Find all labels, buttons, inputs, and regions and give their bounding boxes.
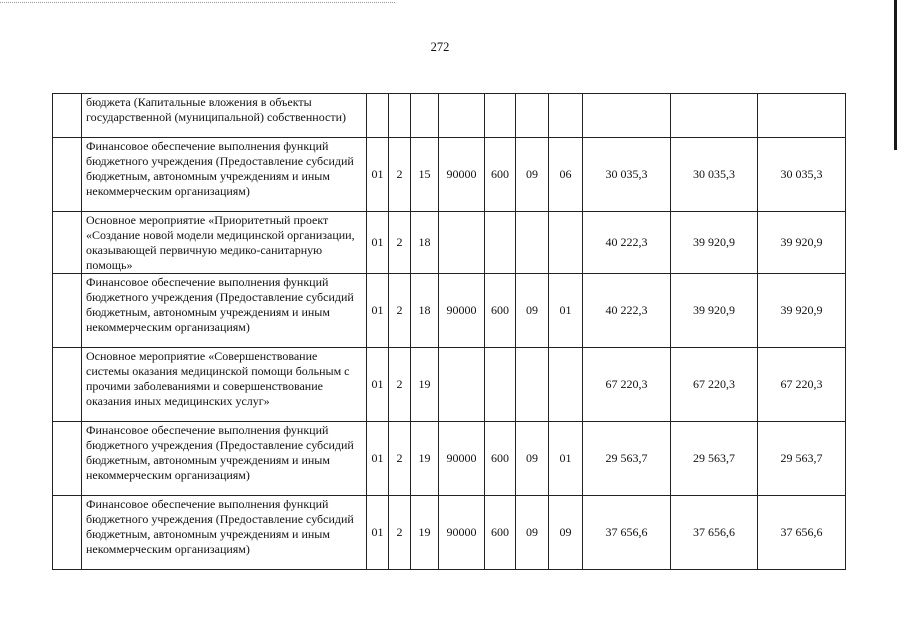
amount-year-3: 37 656,6 [758, 496, 846, 570]
row-name: Основное мероприятие «Совершенствование системы оказания медицинской помощи больным с прочими заболеваниями и совершенствование оказания иных медицинских услуг» [82, 348, 367, 422]
code-program: 01 [367, 274, 389, 348]
amount-year-1: 40 222,3 [583, 212, 671, 274]
amount-year-3: 39 920,9 [758, 274, 846, 348]
code-subsection [549, 94, 583, 138]
code-section: 09 [516, 496, 549, 570]
code-subprogram [389, 94, 411, 138]
code-measure [411, 94, 439, 138]
code-subsection [549, 348, 583, 422]
code-section [516, 94, 549, 138]
table-row [53, 274, 846, 348]
code-expense-type [485, 94, 516, 138]
amount-year-2: 67 220,3 [671, 348, 758, 422]
code-subsection: 06 [549, 138, 583, 212]
code-program: 01 [367, 422, 389, 496]
code-subprogram: 2 [389, 422, 411, 496]
amount-year-1: 29 563,7 [583, 422, 671, 496]
code-program [367, 94, 389, 138]
amount-year-2: 30 035,3 [671, 138, 758, 212]
budget-table [52, 93, 846, 570]
code-program: 01 [367, 496, 389, 570]
scan-right-edge [894, 0, 897, 150]
code-direction: 90000 [439, 496, 485, 570]
code-subprogram: 2 [389, 212, 411, 274]
amount-year-3: 30 035,3 [758, 138, 846, 212]
code-measure: 15 [411, 138, 439, 212]
row-index-cell [53, 496, 82, 570]
row-name: Основное мероприятие «Приоритетный проект «Создание новой модели медицинской организации, оказывающей первичную медико-санитарную помощь» [82, 212, 367, 274]
row-name: Финансовое обеспечение выполнения функций бюджетного учреждения (Предоставление субсидий бюджетным, автономным учреждениям и иным некоммерческим организациям) [82, 422, 367, 496]
code-measure: 18 [411, 212, 439, 274]
code-direction: 90000 [439, 274, 485, 348]
amount-year-2: 29 563,7 [671, 422, 758, 496]
code-direction [439, 212, 485, 274]
table-row [53, 422, 846, 496]
code-subprogram: 2 [389, 348, 411, 422]
code-section: 09 [516, 422, 549, 496]
code-program: 01 [367, 212, 389, 274]
row-name: Финансовое обеспечение выполнения функций бюджетного учреждения (Предоставление субсидий бюджетным, автономным учреждениям и иным некоммерческим организациям) [82, 274, 367, 348]
code-program: 01 [367, 348, 389, 422]
code-measure: 19 [411, 422, 439, 496]
row-index-cell [53, 348, 82, 422]
code-program: 01 [367, 138, 389, 212]
code-section: 09 [516, 138, 549, 212]
amount-year-1 [583, 94, 671, 138]
code-subsection: 01 [549, 274, 583, 348]
code-section: 09 [516, 274, 549, 348]
page-number: 272 [430, 40, 450, 54]
code-direction: 90000 [439, 422, 485, 496]
code-section [516, 348, 549, 422]
row-index-cell [53, 274, 82, 348]
code-direction [439, 348, 485, 422]
code-direction [439, 94, 485, 138]
code-subprogram: 2 [389, 274, 411, 348]
amount-year-2: 39 920,9 [671, 274, 758, 348]
code-subprogram: 2 [389, 138, 411, 212]
code-measure: 19 [411, 348, 439, 422]
code-subprogram: 2 [389, 496, 411, 570]
amount-year-1: 40 222,3 [583, 274, 671, 348]
row-index-cell [53, 422, 82, 496]
table-body [53, 94, 846, 570]
row-index-cell [53, 94, 82, 138]
code-expense-type: 600 [485, 274, 516, 348]
table-row [53, 348, 846, 422]
table-row [53, 212, 846, 274]
code-expense-type: 600 [485, 138, 516, 212]
amount-year-3: 67 220,3 [758, 348, 846, 422]
table-row [53, 138, 846, 212]
amount-year-2: 39 920,9 [671, 212, 758, 274]
code-measure: 19 [411, 496, 439, 570]
code-measure: 18 [411, 274, 439, 348]
amount-year-1: 67 220,3 [583, 348, 671, 422]
row-index-cell [53, 138, 82, 212]
amount-year-3 [758, 94, 846, 138]
code-expense-type [485, 212, 516, 274]
code-expense-type: 600 [485, 496, 516, 570]
amount-year-3: 29 563,7 [758, 422, 846, 496]
row-name: Финансовое обеспечение выполнения функций бюджетного учреждения (Предоставление субсидий бюджетным, автономным учреждениям и иным некоммерческим организациям) [82, 496, 367, 570]
amount-year-1: 30 035,3 [583, 138, 671, 212]
amount-year-2: 37 656,6 [671, 496, 758, 570]
code-expense-type: 600 [485, 422, 516, 496]
code-subsection: 01 [549, 422, 583, 496]
amount-year-2 [671, 94, 758, 138]
code-direction: 90000 [439, 138, 485, 212]
row-name: Финансовое обеспечение выполнения функций бюджетного учреждения (Предоставление субсидий бюджетным, автономным учреждениям и иным некоммерческим организациям) [82, 138, 367, 212]
amount-year-1: 37 656,6 [583, 496, 671, 570]
scan-top-rule [0, 2, 395, 3]
table-row [53, 94, 846, 138]
code-expense-type [485, 348, 516, 422]
code-subsection: 09 [549, 496, 583, 570]
row-name: бюджета (Капитальные вложения в объекты государственной (муниципальной) собственности) [82, 94, 367, 138]
code-subsection [549, 212, 583, 274]
amount-year-3: 39 920,9 [758, 212, 846, 274]
table-row [53, 496, 846, 570]
code-section [516, 212, 549, 274]
row-index-cell [53, 212, 82, 274]
